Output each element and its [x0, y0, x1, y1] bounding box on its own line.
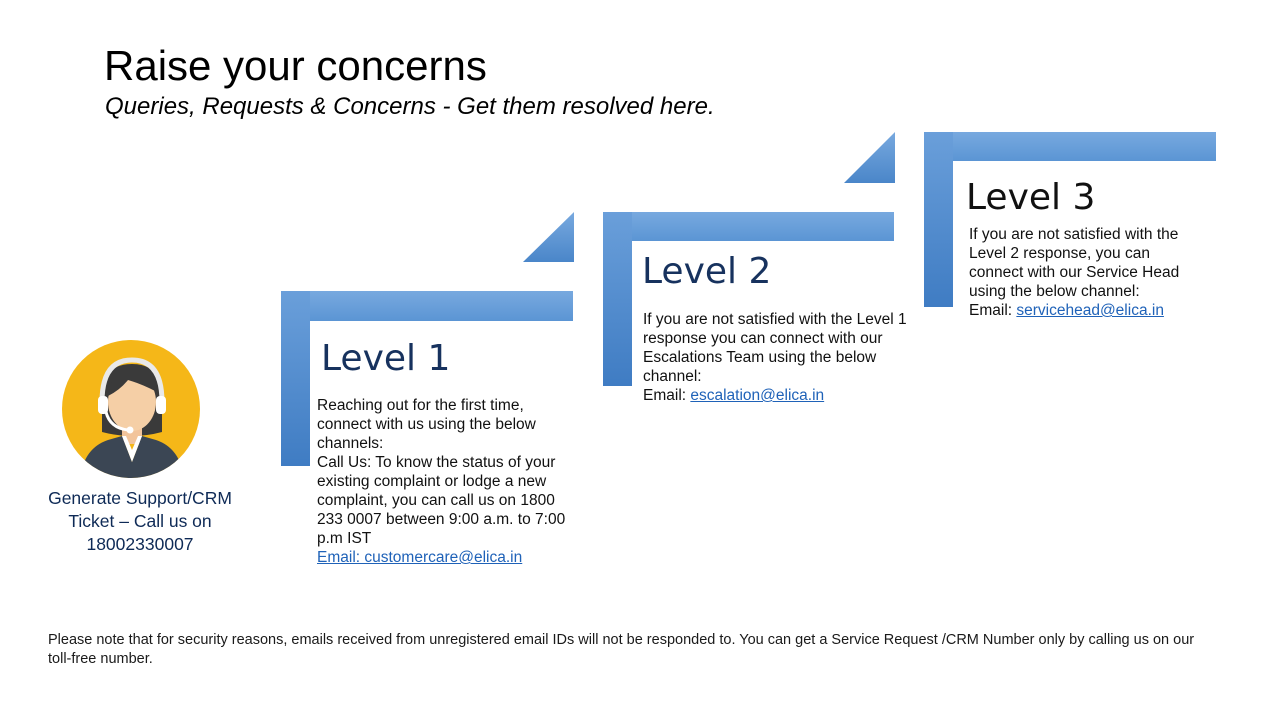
level-2-frame-top [603, 212, 894, 241]
level-3-frame-side [924, 132, 953, 307]
level-1-title: Level 1 [321, 338, 451, 379]
level-2-email-label: Email: [643, 387, 691, 404]
level-2-intro: If you are not satisfied with the Level 1 response you can connect with our Escalations Team using the below channel: [643, 311, 907, 385]
level-1-frame-top [281, 291, 573, 321]
level-3-title: Level 3 [966, 177, 1096, 218]
level-1-email-link[interactable]: Email: customercare@elica.in [317, 549, 523, 566]
level-1-text [317, 396, 579, 567]
level-2-title: Level 2 [642, 251, 772, 292]
level-1-intro: Reaching out for the first time, connect with us using the below channels: [317, 397, 536, 452]
support-caption: Generate Support/CRM Ticket – Call us on 18002330007 [48, 488, 232, 554]
step-arrow-2 [844, 132, 895, 183]
level-3-text [969, 225, 1194, 320]
level-2-email-link[interactable]: escalation@elica.in [690, 387, 825, 404]
support-agent-icon [62, 340, 200, 478]
level-1-call: Call Us: To know the status of your existing complaint or lodge a new complaint, you can call us on 1800 233 0007 between 9:00 a.m. to 7:00 p.m IST [317, 454, 566, 547]
level-2-text [643, 310, 908, 405]
step-arrow-1 [523, 212, 574, 262]
footer-note: Please note that for security reasons, emails received from unregistered email IDs will not be responded to. You can get a Service Request /CRM Number only by calling us on our toll-free number. [48, 632, 1195, 667]
level-3-email-label: Email: [969, 302, 1017, 319]
page-subtitle: Queries, Requests & Concerns - Get them resolved here. [105, 93, 715, 120]
level-3-email-link[interactable]: servicehead@elica.in [1016, 302, 1164, 319]
level-2-frame-side [603, 212, 632, 386]
page-title: Raise your concerns [104, 42, 487, 89]
level-3-frame-top [924, 132, 1216, 161]
level-3-intro: If you are not satisfied with the Level 2 response, you can connect with our Service Head using the below channel: [969, 226, 1180, 300]
level-1-frame-side [281, 291, 310, 466]
